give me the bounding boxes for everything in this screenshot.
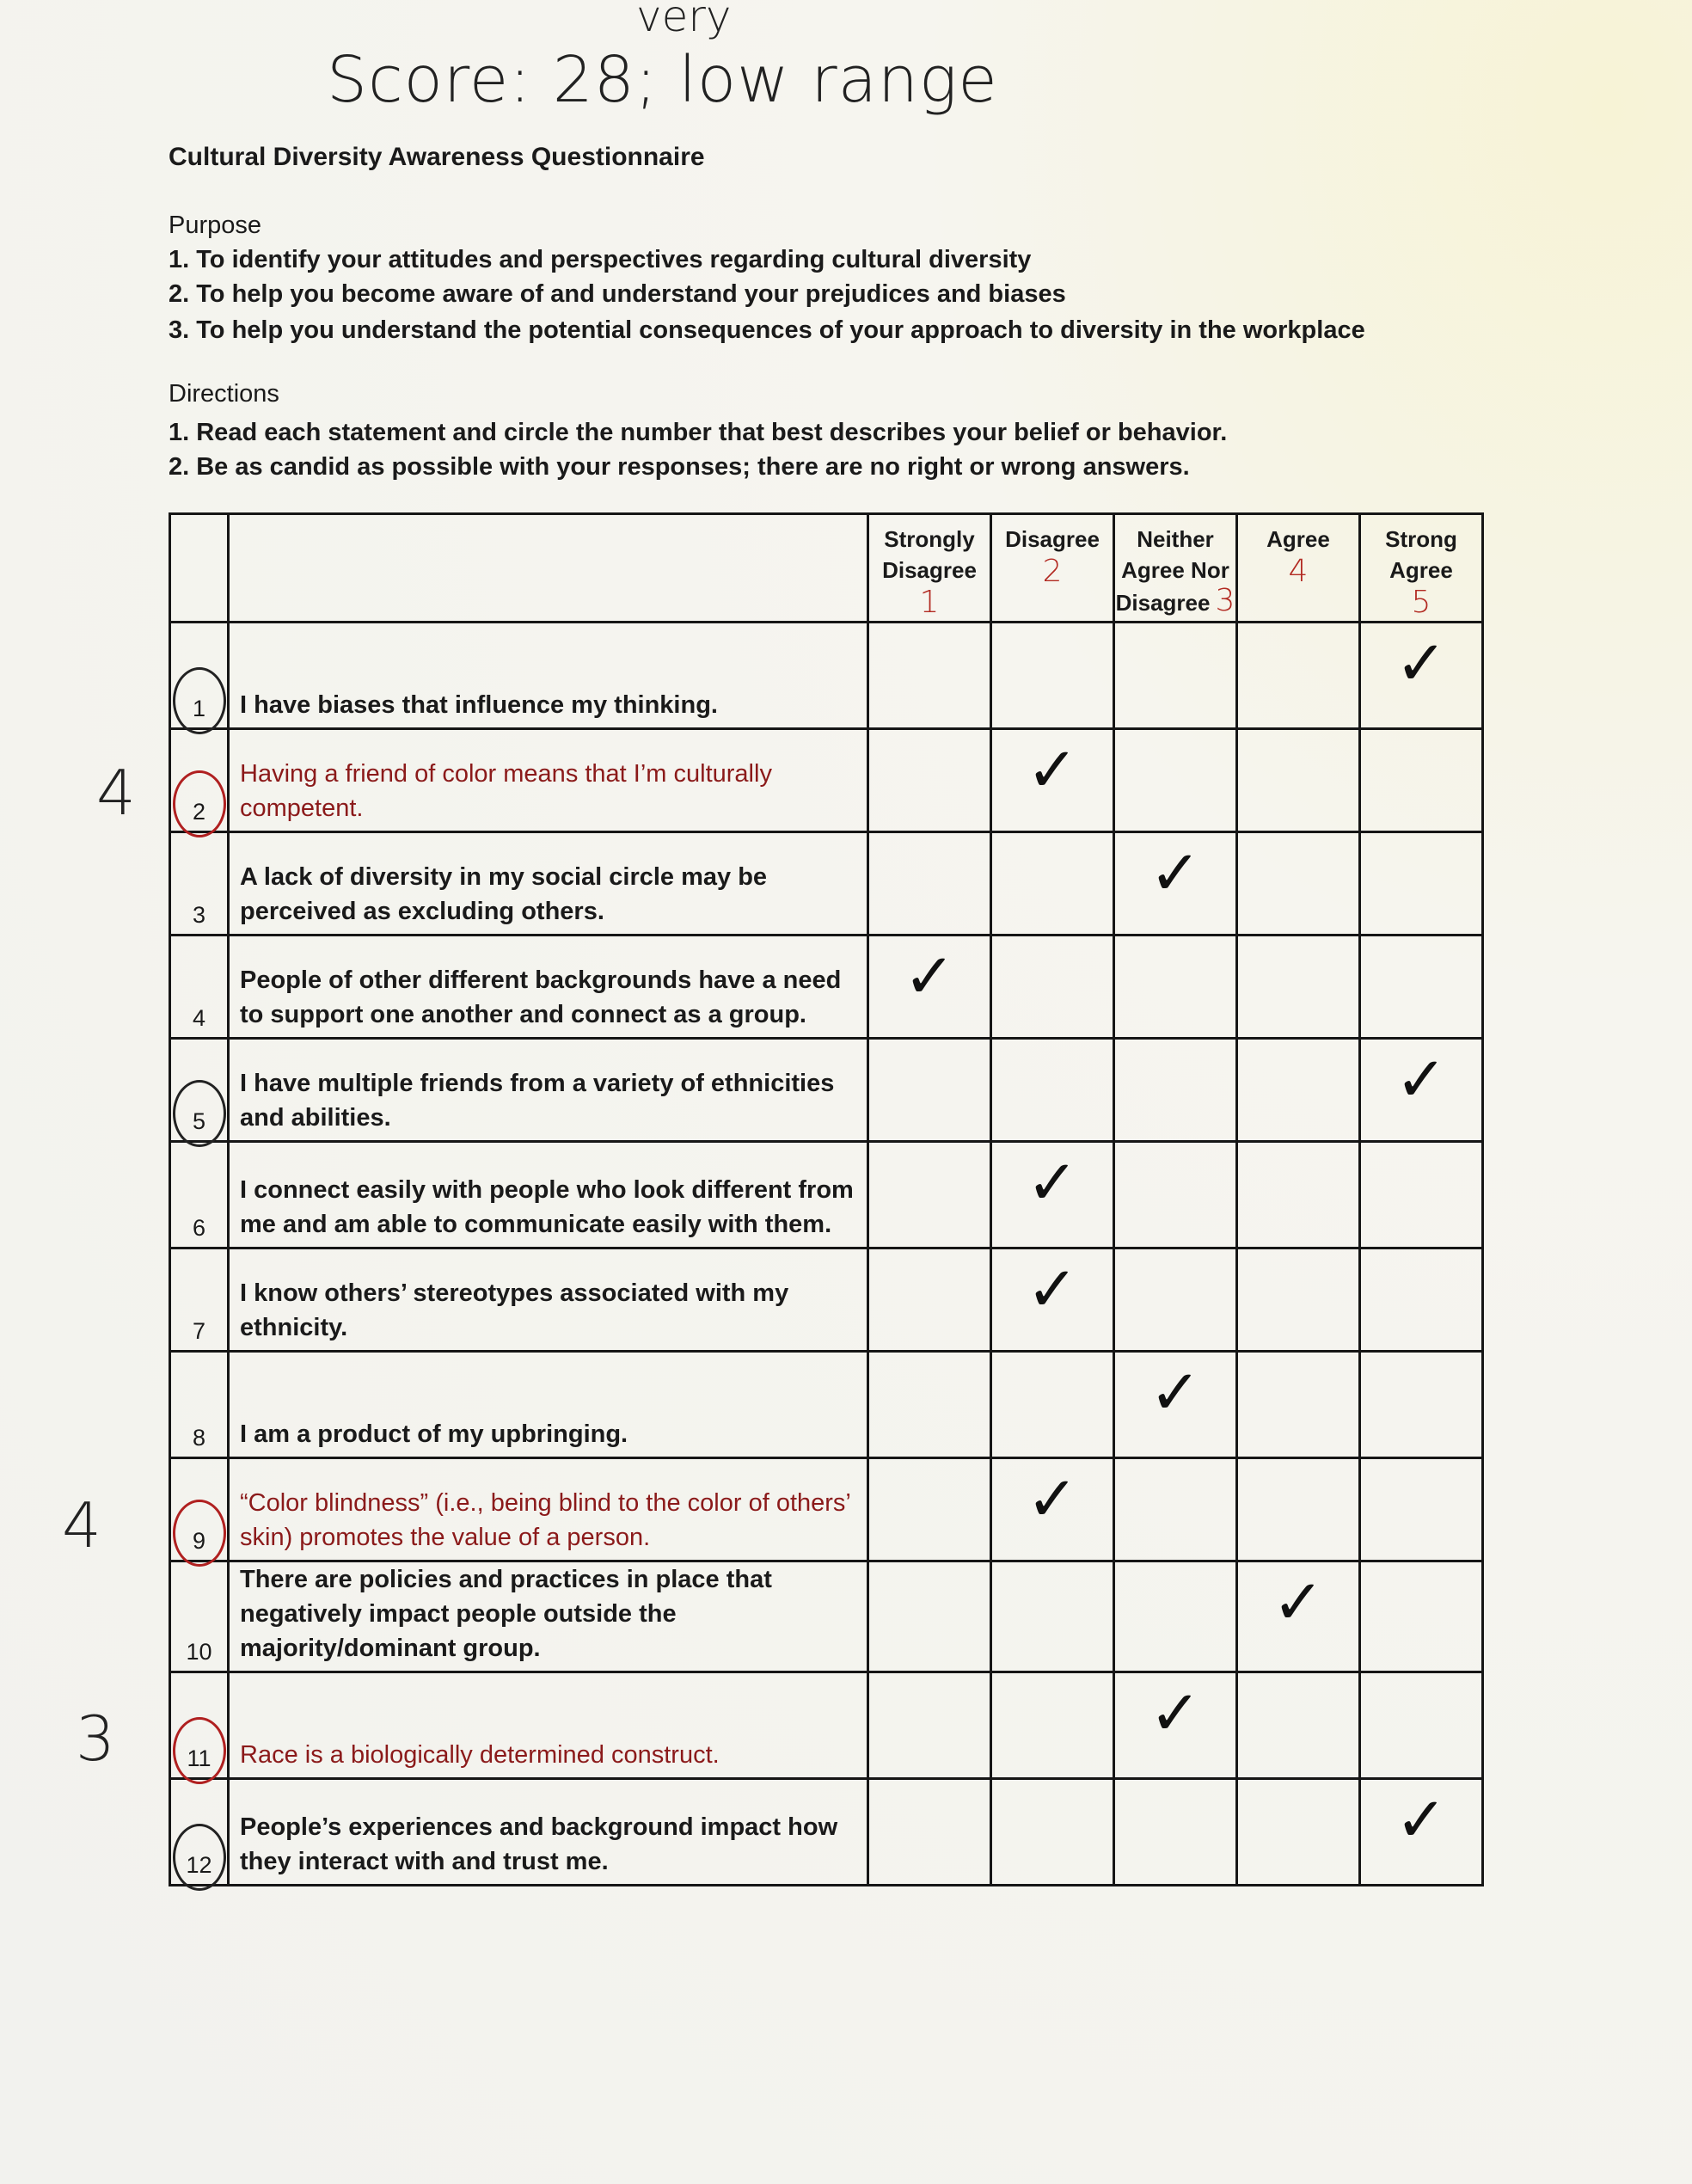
table-row: [170, 832, 1483, 936]
handwritten-scale-number: 4: [1288, 554, 1309, 589]
rating-cell[interactable]: [1114, 936, 1237, 1039]
checkmark-icon: ✓: [1149, 837, 1202, 909]
purpose-item: 2. To help you become aware of and understand your prejudices and biases: [169, 280, 1066, 308]
item-number-cell: [170, 832, 229, 936]
rating-cell[interactable]: [991, 1039, 1114, 1142]
checkmark-icon: ✓: [1026, 1253, 1079, 1325]
table-row: [170, 623, 1483, 729]
statement-text: People of other different backgrounds have a need to support one another and connect as a group.: [229, 936, 868, 1039]
rating-cell[interactable]: [868, 1672, 991, 1779]
table-row: [170, 1248, 1483, 1352]
header-label-line: Agree Nor: [1121, 557, 1229, 583]
rating-cell[interactable]: [991, 729, 1114, 832]
checkmark-icon: ✓: [1026, 1463, 1079, 1535]
handwritten-score: Score: 28; low range: [327, 43, 998, 117]
rating-cell[interactable]: [1114, 1561, 1237, 1672]
checkmark-icon: ✓: [1395, 1783, 1448, 1856]
rating-cell[interactable]: [1114, 1142, 1237, 1248]
header-strong-agree: [1360, 514, 1483, 623]
handwritten-scale-number: 5: [1411, 585, 1431, 620]
table-row: [170, 1458, 1483, 1561]
table-row: [170, 1352, 1483, 1458]
rating-cell[interactable]: [1360, 1672, 1483, 1779]
statement-text: People’s experiences and background impact how they interact with and trust me.: [229, 1779, 868, 1886]
rating-cell[interactable]: [1237, 729, 1360, 832]
header-label-line: Strongly: [884, 526, 975, 552]
rating-cell[interactable]: [1237, 1779, 1360, 1886]
rating-cell[interactable]: [991, 1248, 1114, 1352]
checkmark-icon: ✓: [1395, 1043, 1448, 1115]
hand-drawn-circle: [173, 770, 226, 837]
item-number: 11: [187, 1745, 212, 1771]
table-row: [170, 1142, 1483, 1248]
item-number-cell: [170, 1458, 229, 1561]
rating-cell[interactable]: [1360, 832, 1483, 936]
header-number-blank: [170, 514, 229, 623]
item-number: 4: [192, 1005, 206, 1031]
rating-cell[interactable]: [1237, 1672, 1360, 1779]
rating-cell[interactable]: [991, 1458, 1114, 1561]
margin-score-row-11: 3: [76, 1702, 115, 1775]
rating-cell[interactable]: [991, 936, 1114, 1039]
directions-heading: Directions: [169, 380, 279, 408]
purpose-item: 1. To identify your attitudes and perspectives regarding cultural diversity: [169, 246, 1032, 273]
item-number-cell: [170, 1352, 229, 1458]
checkmark-icon: ✓: [1395, 627, 1448, 699]
statement-text: I have biases that influence my thinking.: [229, 623, 868, 729]
rating-cell[interactable]: [1360, 1458, 1483, 1561]
hand-drawn-circle: [173, 1717, 226, 1784]
item-number-cell: [170, 1142, 229, 1248]
checkmark-icon: ✓: [1149, 1356, 1202, 1428]
item-number-cell: [170, 623, 229, 729]
rating-cell[interactable]: [1114, 1352, 1237, 1458]
item-number: 5: [192, 1108, 206, 1134]
rating-cell[interactable]: [991, 1352, 1114, 1458]
rating-cell[interactable]: [1360, 623, 1483, 729]
item-number-cell: [170, 1672, 229, 1779]
statement-text: “Color blindness” (i.e., being blind to the color of others’ skin) promotes the value of a person.: [229, 1458, 868, 1561]
table-row: [170, 1779, 1483, 1886]
rating-cell[interactable]: [1114, 1672, 1237, 1779]
statement-text: I have multiple friends from a variety of ethnicities and abilities.: [229, 1039, 868, 1142]
handwritten-scale-number: 1: [919, 585, 940, 620]
rating-cell[interactable]: [868, 729, 991, 832]
statement-text: Having a friend of color means that I’m culturally competent.: [229, 729, 868, 832]
checkmark-icon: ✓: [1272, 1566, 1325, 1638]
rating-cell[interactable]: [1114, 1039, 1237, 1142]
handwritten-very: very: [636, 0, 732, 41]
table-row: [170, 729, 1483, 832]
checkmark-icon: ✓: [1026, 1146, 1079, 1218]
rating-cell[interactable]: [1360, 1039, 1483, 1142]
header-neither-agree-nor-disagree: [1114, 514, 1237, 623]
rating-cell[interactable]: [991, 1561, 1114, 1672]
item-number: 8: [192, 1425, 206, 1451]
hand-drawn-circle: [173, 667, 226, 734]
header-agree: [1237, 514, 1360, 623]
rating-cell[interactable]: [1360, 1248, 1483, 1352]
rating-cell[interactable]: [1360, 729, 1483, 832]
table-row: [170, 1039, 1483, 1142]
questionnaire-table: [169, 512, 1484, 1886]
rating-cell[interactable]: [1360, 1561, 1483, 1672]
rating-cell[interactable]: [991, 1142, 1114, 1248]
statement-text: Race is a biologically determined construct.: [229, 1672, 868, 1779]
rating-cell[interactable]: [1114, 1458, 1237, 1561]
rating-cell[interactable]: [868, 1352, 991, 1458]
rating-cell[interactable]: [1114, 832, 1237, 936]
rating-cell[interactable]: [1237, 623, 1360, 729]
header-label-line: Agree: [1266, 526, 1330, 552]
header-label-line: Strong: [1385, 526, 1457, 552]
rating-cell[interactable]: [868, 1039, 991, 1142]
rating-cell[interactable]: [1237, 1352, 1360, 1458]
rating-cell[interactable]: [991, 832, 1114, 936]
rating-cell[interactable]: [1237, 1039, 1360, 1142]
item-number: 10: [186, 1639, 212, 1665]
statement-text: I connect easily with people who look different from me and am able to communicate easily with them.: [229, 1142, 868, 1248]
item-number-cell: [170, 1248, 229, 1352]
rating-cell[interactable]: [1360, 1779, 1483, 1886]
header-label-line: Disagree: [882, 557, 977, 583]
item-number-cell: [170, 1039, 229, 1142]
item-number: 2: [192, 799, 206, 825]
statement-text: There are policies and practices in place that negatively impact people outside the majority/dominant group.: [229, 1561, 868, 1672]
statement-text: I know others’ stereotypes associated with my ethnicity.: [229, 1248, 868, 1352]
item-number: 7: [192, 1318, 206, 1344]
rating-cell[interactable]: [1114, 729, 1237, 832]
item-number-cell: [170, 729, 229, 832]
rating-cell[interactable]: [868, 1142, 991, 1248]
statement-text: I am a product of my upbringing.: [229, 1352, 868, 1458]
checkmark-icon: ✓: [1149, 1677, 1202, 1749]
header-label-line: Disagree: [1005, 526, 1100, 552]
rating-cell[interactable]: [1237, 1248, 1360, 1352]
header-label-line: Agree: [1389, 557, 1453, 583]
handwritten-scale-number: 2: [1042, 554, 1063, 589]
rating-cell[interactable]: [1114, 623, 1237, 729]
directions-item: 1. Read each statement and circle the number that best describes your belief or behavior.: [169, 419, 1228, 446]
rating-cell[interactable]: [991, 623, 1114, 729]
item-number-cell: [170, 1779, 229, 1886]
checkmark-icon: ✓: [1026, 733, 1079, 806]
rating-cell[interactable]: [1237, 1458, 1360, 1561]
table-header-row: [170, 514, 1483, 623]
rating-cell[interactable]: [1237, 1561, 1360, 1672]
item-number: 1: [192, 696, 206, 721]
item-number: 9: [192, 1528, 206, 1554]
rating-cell[interactable]: [868, 832, 991, 936]
item-number-cell: [170, 1561, 229, 1672]
rating-cell[interactable]: [991, 1779, 1114, 1886]
rating-cell[interactable]: [868, 1779, 991, 1886]
rating-cell[interactable]: [1114, 1779, 1237, 1886]
hand-drawn-circle: [173, 1500, 226, 1567]
margin-score-row-9: 4: [62, 1489, 101, 1561]
hand-drawn-circle: [173, 1824, 226, 1891]
table-row: [170, 1672, 1483, 1779]
rating-cell[interactable]: [1114, 1248, 1237, 1352]
checkmark-icon: ✓: [903, 940, 956, 1012]
rating-cell[interactable]: [1360, 1352, 1483, 1458]
purpose-heading: Purpose: [169, 212, 262, 239]
item-number: 12: [186, 1852, 212, 1878]
rating-cell[interactable]: [868, 1458, 991, 1561]
rating-cell[interactable]: [1360, 1142, 1483, 1248]
table-body: [170, 623, 1483, 1886]
directions-item: 2. Be as candid as possible with your responses; there are no right or wrong answers.: [169, 453, 1190, 481]
rating-cell[interactable]: [868, 1248, 991, 1352]
rating-cell[interactable]: [1237, 1142, 1360, 1248]
item-number-cell: [170, 936, 229, 1039]
hand-drawn-circle: [173, 1080, 226, 1147]
document-title: Cultural Diversity Awareness Questionnaire: [169, 143, 705, 171]
rating-cell[interactable]: [1237, 832, 1360, 936]
rating-cell[interactable]: [868, 1561, 991, 1672]
handwritten-scale-number: 3: [1215, 583, 1235, 618]
header-disagree: [991, 514, 1114, 623]
table-row: [170, 1561, 1483, 1672]
header-label-line: Neither: [1137, 526, 1214, 552]
purpose-item: 3. To help you understand the potential consequences of your approach to diversity in the workplace: [169, 316, 1365, 344]
statement-text: A lack of diversity in my social circle may be perceived as excluding others.: [229, 832, 868, 936]
header-label-line: Disagree 3: [1115, 583, 1235, 618]
rating-cell[interactable]: [1360, 936, 1483, 1039]
header-strongly-disagree: [868, 514, 991, 623]
rating-cell[interactable]: [868, 936, 991, 1039]
item-number: 6: [192, 1215, 206, 1241]
rating-cell[interactable]: [1237, 936, 1360, 1039]
table-row: [170, 936, 1483, 1039]
rating-cell[interactable]: [868, 623, 991, 729]
margin-score-row-2: 4: [96, 757, 136, 829]
item-number: 3: [192, 902, 206, 928]
header-statement-blank: [229, 514, 868, 623]
rating-cell[interactable]: [991, 1672, 1114, 1779]
